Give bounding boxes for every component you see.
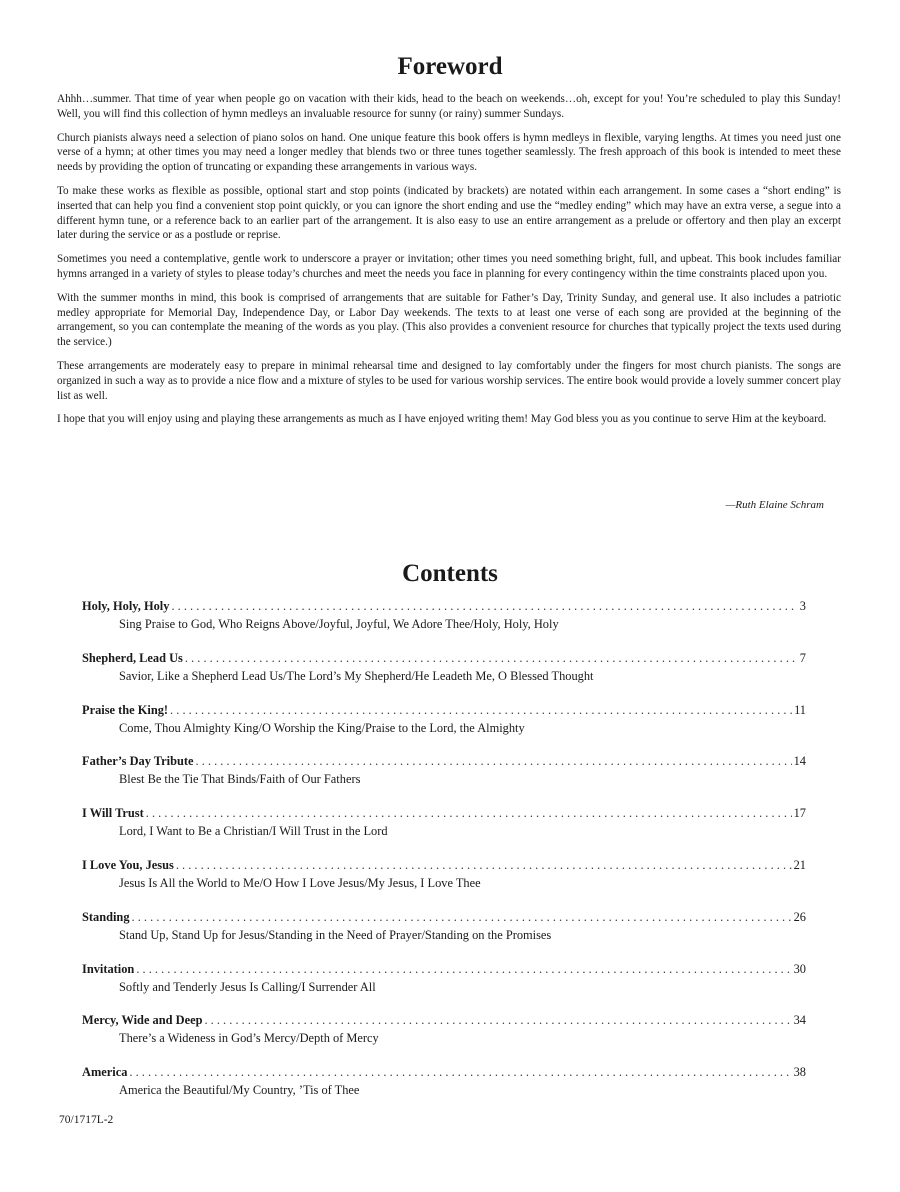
toc-leader-dots [185, 650, 798, 666]
toc-title: Holy, Holy, Holy [82, 599, 170, 613]
toc-page-number: 30 [793, 961, 806, 976]
toc-title: I Will Trust [82, 806, 144, 821]
table-of-contents [82, 598, 806, 1116]
toc-title: Invitation [82, 961, 135, 976]
toc-subtitle: Jesus Is All the World to Me/O How I Love Jesus/My Jesus, I Love Thee [119, 875, 481, 890]
foreword-paragraph: Church pianists always need a selection of piano solos on hand. One unique feature this book offers is hymn medleys in flexible, varying lengths. At times you need just one verse of a hymn; at other times you may need a longer medley that blends two or three tunes together seamlessly. The fresh approach of this book is intended to meet these needs by providing the option of truncating or expanding these arrangements in various ways. [57, 131, 841, 174]
toc-page-number: 34 [793, 1013, 806, 1028]
toc-page-number: 11 [794, 702, 806, 717]
toc-subtitle: America the Beautiful/My Country, ’Tis of Thee [119, 1083, 360, 1098]
toc-entry [82, 753, 806, 805]
toc-entry [82, 805, 806, 857]
toc-leader-dots [176, 857, 792, 873]
toc-page-number: 17 [793, 806, 806, 821]
toc-title: Mercy, Wide and Deep [82, 1013, 203, 1028]
foreword-title: Foreword [397, 53, 503, 80]
foreword-paragraph: To make these works as flexible as possible, optional start and stop points (indicated by brackets) are notated within each arrangement. In some cases a “short ending” is inserted that can help you find a convenient stop point quickly, or you can ignore the short ending and use the “medley ending” which may have an extra verse, a segue into a different hymn tune, or a reference back to an earlier part of the arrangement. It is also easy to use an entire arrangement as a prelude or offertory and then play an excerpt later during the service or as a postlude or reprise. [57, 184, 841, 242]
toc-title: Father’s Day Tribute [82, 754, 194, 769]
toc-page-number: 3 [799, 599, 806, 613]
toc-leader-dots [170, 702, 792, 718]
toc-entry [82, 650, 806, 702]
toc-subtitle: Stand Up, Stand Up for Jesus/Standing in the Need of Prayer/Standing on the Promises [119, 927, 552, 942]
toc-title: Praise the King! [82, 702, 169, 717]
toc-title: Standing [82, 909, 130, 924]
toc-page-number: 7 [799, 650, 806, 665]
toc-entry [82, 961, 806, 1013]
toc-subtitle: Blest Be the Tie That Binds/Faith of Our Fathers [119, 772, 361, 787]
foreword-paragraph: These arrangements are moderately easy to prepare in minimal rehearsal time and designed to lay comfortably under the fingers for most church pianists. The songs are organized in such a way as to provide a nice flow and a mixture of styles to be used for various worship services. The entire book would provide a lovely summer concert play list as well. [57, 359, 841, 402]
foreword-paragraph: Sometimes you need a contemplative, gentle work to underscore a prayer or invitation; other times you need something bright, full, and upbeat. This book includes familiar hymns arranged in a variety of styles to please today’s churches and meet the needs you face in planning for every contingency within the time constraints placed upon you. [57, 253, 841, 280]
toc-subtitle: There’s a Wideness in God’s Mercy/Depth of Mercy [119, 1031, 379, 1046]
toc-entry [82, 702, 806, 754]
toc-page-number: 38 [793, 1065, 806, 1080]
contents-title: Contents [402, 560, 498, 587]
foreword-body [57, 92, 841, 436]
toc-title: America [82, 1065, 128, 1080]
toc-page-number: 26 [793, 909, 806, 924]
toc-leader-dots [171, 598, 797, 614]
catalog-code: 70/1717L-2 [59, 1114, 114, 1126]
toc-leader-dots [136, 961, 791, 977]
toc-leader-dots [204, 1012, 791, 1028]
toc-subtitle: Come, Thou Almighty King/O Worship the King/Praise to the Lord, the Almighty [119, 720, 525, 735]
author-signature: —Ruth Elaine Schram [725, 499, 824, 511]
toc-entry [82, 1012, 806, 1064]
toc-subtitle: Sing Praise to God, Who Reigns Above/Joyful, Joyful, We Adore Thee/Holy, Holy, Holy [119, 617, 559, 631]
toc-page-number: 21 [793, 857, 806, 872]
toc-page-number: 14 [793, 754, 806, 769]
toc-subtitle: Lord, I Want to Be a Christian/I Will Trust in the Lord [119, 824, 388, 839]
toc-entry [82, 1064, 806, 1116]
toc-leader-dots [196, 753, 792, 769]
toc-entry [82, 857, 806, 909]
foreword-paragraph: I hope that you will enjoy using and playing these arrangements as much as I have enjoyed writing them! May God bless you as you continue to serve Him at the keyboard. [57, 413, 827, 426]
toc-leader-dots [129, 1064, 791, 1080]
toc-subtitle: Savior, Like a Shepherd Lead Us/The Lord’s My Shepherd/He Leadeth Me, O Blessed Thought [119, 668, 594, 683]
foreword-paragraph: Ahhh…summer. That time of year when people go on vacation with their kids, head to the beach on weekends…oh, except for you! You’re scheduled to play this Sunday! Well, you will find this collection of hymn medleys an invaluable resource for sunny (or rainy) summer Sundays. [57, 93, 841, 120]
toc-title: Shepherd, Lead Us [82, 650, 183, 665]
toc-entry [82, 598, 806, 650]
toc-leader-dots [146, 805, 792, 821]
toc-title: I Love You, Jesus [82, 857, 174, 872]
toc-entry [82, 909, 806, 961]
toc-leader-dots [132, 909, 792, 925]
toc-subtitle: Softly and Tenderly Jesus Is Calling/I Surrender All [119, 979, 376, 994]
foreword-paragraph: With the summer months in mind, this book is comprised of arrangements that are suitable for Father’s Day, Trinity Sunday, and general use. It also includes a patriotic medley appropriate for Memorial Day, Independence Day, or Labor Day weekends. The texts to at least one verse of each song are provided at the beginning of the arrangement, so you can contemplate the meaning of the words as you play. (This also provides a convenient resource for churches that typically project the texts used during the service.) [57, 291, 841, 349]
